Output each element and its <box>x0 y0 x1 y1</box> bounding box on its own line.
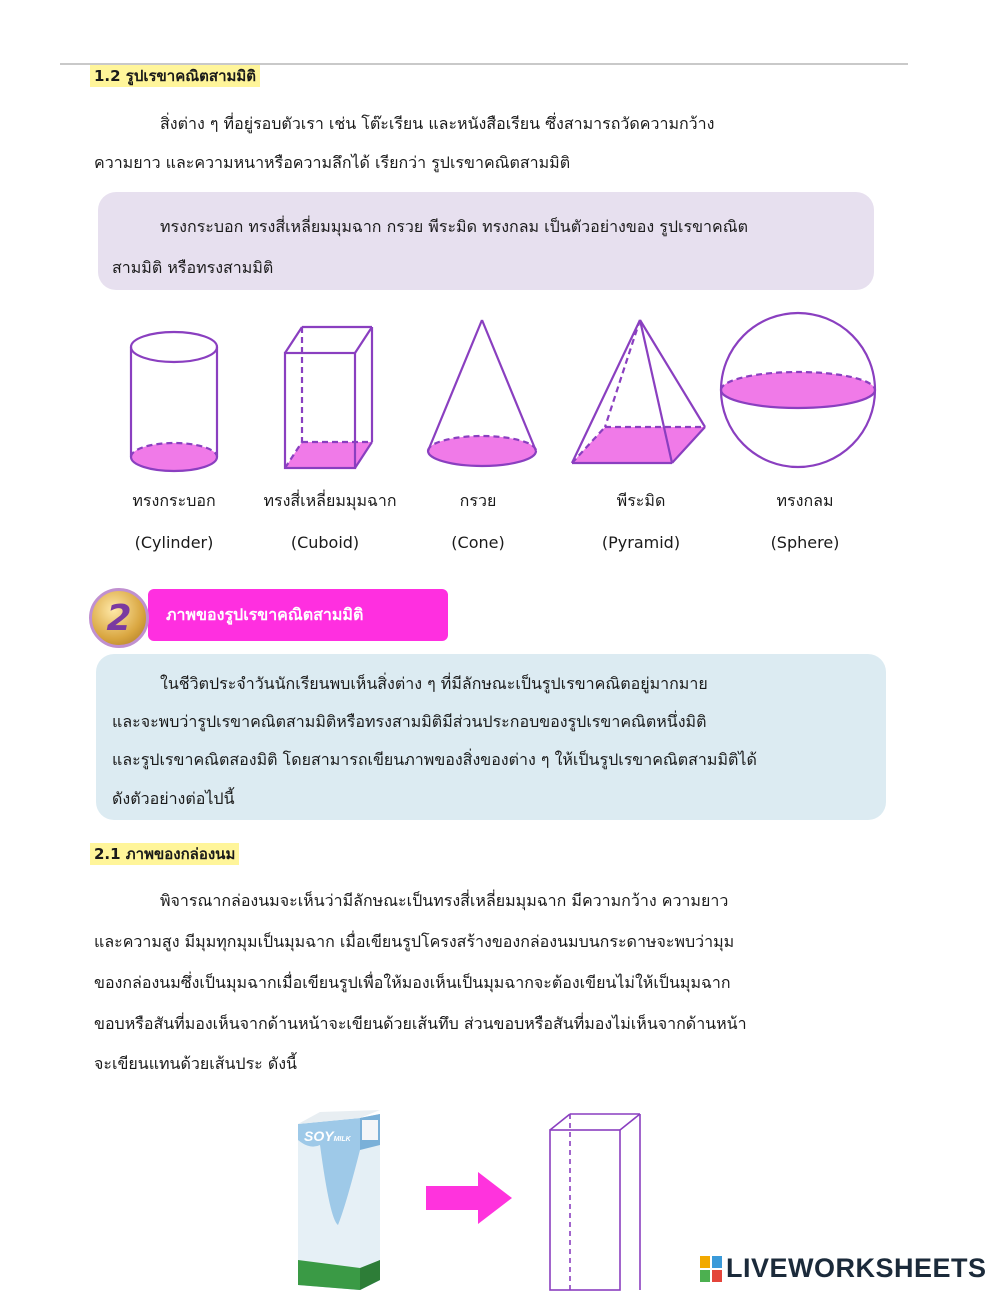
intro-line-4: ดังตัวอย่างต่อไปนี้ <box>112 789 235 808</box>
milk-box-brand: SOYMILK <box>304 1128 351 1144</box>
intro-line-2: และจะพบว่ารูปเรขาคณิตสามมิติหรือทรงสามมิติมีส่วนประกอบของรูปเรขาคณิตหนึ่งมิติ <box>112 712 707 731</box>
section-2-1-heading: 2.1 ภาพของกล่องนม <box>90 842 239 866</box>
shape-label-pyramid-thai: พีระมิด <box>616 491 666 510</box>
section-2-1-line-5: จะเขียนแทนด้วยเส้นประ ดังนี้ <box>94 1054 297 1073</box>
shape-label-sphere-english: (Sphere) <box>770 533 840 552</box>
cone-shape <box>428 320 536 466</box>
section-2-number-badge <box>89 588 149 648</box>
section-2-1-line-2: และความสูง มีมุมทุกมุมเป็นมุมฉาก เมื่อเขียนรูปโครงสร้างของกล่องนมบนกระดาษจะพบว่ามุม <box>94 932 735 951</box>
liveworksheets-logo-text: LIVEWORKSHEETS <box>726 1253 987 1283</box>
shape-label-cone-thai: กรวย <box>459 491 497 510</box>
section-1-2-heading: 1.2 รูปเรขาคณิตสามมิติ <box>90 64 260 88</box>
liveworksheets-logo <box>700 1253 987 1284</box>
section-2-1-line-3: ของกล่องนมซึ่งเป็นมุมฉากเมื่อเขียนรูปเพื่อให้มองเห็นเป็นมุมฉากจะต้องเขียนไม่ให้เป็นมุมฉาก <box>94 973 731 992</box>
intro-line-3: และรูปเรขาคณิตสองมิติ โดยสามารถเขียนภาพของสิ่งของต่าง ๆ ให้เป็นรูปเรขาคณิตสามมิติได้ <box>112 750 757 769</box>
right-arrow-icon <box>426 1172 516 1224</box>
shape-label-cylinder-thai: ทรงกระบอก <box>132 491 216 510</box>
liveworksheets-logo-icon <box>700 1254 724 1284</box>
section-1-2-line-1: สิ่งต่าง ๆ ที่อยู่รอบตัวเรา เช่น โต๊ะเรียน และหนังสือเรียน ซึ่งสามารถวัดความกว้าง <box>160 114 715 133</box>
section-2-number: 2 <box>106 597 132 639</box>
milk-box-frame-drawing <box>546 1112 646 1291</box>
shape-label-cylinder-english: (Cylinder) <box>134 533 214 552</box>
shape-label-cuboid-english: (Cuboid) <box>290 533 360 552</box>
cuboid-shape <box>285 327 372 468</box>
shapes-illustration <box>0 305 1000 485</box>
shape-label-cuboid-thai: ทรงสี่เหลี่ยมมุมฉาก <box>263 491 397 510</box>
examples-line-2: สามมิติ หรือทรงสามมิติ <box>112 258 274 277</box>
cylinder-shape <box>131 332 217 471</box>
shape-label-sphere-thai: ทรงกลม <box>776 491 834 510</box>
examples-line-1: ทรงกระบอก ทรงสี่เหลี่ยมมุมฉาก กรวย พีระมิด ทรงกลม เป็นตัวอย่างของ รูปเรขาคณิต <box>160 217 748 236</box>
section-2-title-bar <box>148 589 448 641</box>
section-1-2-line-2: ความยาว และความหนาหรือความลึกได้ เรียกว่า รูปเรขาคณิตสามมิติ <box>94 153 571 172</box>
shape-label-pyramid-english: (Pyramid) <box>601 533 681 552</box>
section-2-1-line-4: ขอบหรือสันที่มองเห็นจากด้านหน้าจะเขียนด้วยเส้นทึบ ส่วนขอบหรือสันที่มองไม่เห็นจากด้านหน้า <box>94 1014 747 1033</box>
section-2-1-line-1: พิจารณากล่องนมจะเห็นว่ามีลักษณะเป็นทรงสี่เหลี่ยมมุมฉาก มีความกว้าง ความยาว <box>160 891 729 910</box>
sphere-shape <box>721 313 875 467</box>
section-2-title: ภาพของรูปเรขาคณิตสามมิติ <box>166 604 364 624</box>
pyramid-shape <box>572 320 705 463</box>
shape-label-cone-english: (Cone) <box>451 533 505 552</box>
intro-line-1: ในชีวิตประจำวันนักเรียนพบเห็นสิ่งต่าง ๆ ที่มีลักษณะเป็นรูปเรขาคณิตอยู่มากมาย <box>160 674 708 693</box>
